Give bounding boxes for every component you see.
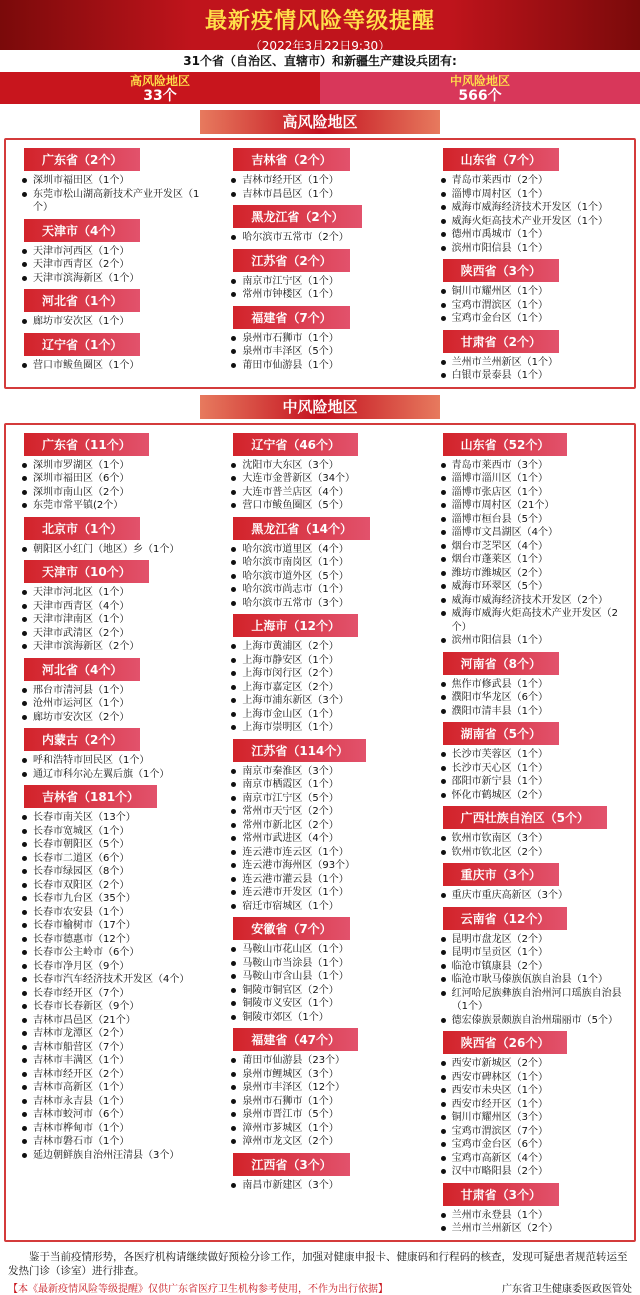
area-item: 吉林市船营区（7个）: [22, 1041, 211, 1055]
area-item: 威海火炬高技术产业开发区（1个）: [441, 215, 630, 229]
area-item: 天津市西青区（2个）: [22, 258, 211, 272]
area-item: 临沧市镇康县（2个）: [441, 960, 630, 974]
area-item: 兰州市兰州新区（1个）: [441, 356, 630, 370]
area-item: 南昌市新建区（3个）: [231, 1179, 420, 1193]
province-heading: 广西壮族自治区（5个）: [443, 806, 607, 829]
area-item: 铜陵市义安区（1个）: [231, 997, 420, 1011]
province-heading: 辽宁省（1个）: [24, 333, 140, 356]
area-item: 莆田市仙游县（1个）: [231, 359, 420, 373]
region-column: [215, 429, 424, 1236]
area-list: [219, 543, 420, 611]
province-heading: 湖南省（5个）: [443, 722, 559, 745]
area-list: [10, 359, 211, 373]
area-item: 威海市威海火炬高技术产业开发区（2个）: [441, 607, 630, 634]
page-title: 最新疫情风险等级提醒: [204, 9, 435, 34]
area-item: 青岛市莱西市（3个）: [441, 459, 630, 473]
area-item: 朝阳区小红门（地区）乡（1个）: [22, 543, 211, 557]
mid-risk-panel: [4, 423, 636, 1242]
area-item: 泉州市丰泽区（5个）: [231, 345, 420, 359]
area-item: 大连市普兰店区（4个）: [231, 486, 420, 500]
area-item: 上海市静安区（1个）: [231, 654, 420, 668]
footer-warning: 【本《最新疫情风险等级提醒》仅供广东省医疗卫生机构参考使用，不作为出行依据】: [8, 1283, 388, 1295]
area-list: [429, 678, 630, 719]
area-list: [219, 765, 420, 914]
area-item: 深圳市福田区（6个）: [22, 472, 211, 486]
area-item: 吉林市蛟河市（6个）: [22, 1108, 211, 1122]
province-heading: 山东省（7个）: [443, 148, 559, 171]
province-heading: 江苏省（2个）: [233, 249, 349, 272]
area-item: 临沧市耿马傣族佤族自治县（1个）: [441, 973, 630, 987]
region-column: [6, 429, 215, 1236]
area-item: 天津市河北区（1个）: [22, 586, 211, 600]
area-list: [10, 811, 211, 1162]
area-item: 常州市钟楼区（1个）: [231, 288, 420, 302]
area-item: 常州市武进区（4个）: [231, 832, 420, 846]
mid-risk-columns: [6, 429, 634, 1236]
area-item: 吉林市磐石市（1个）: [22, 1135, 211, 1149]
province-heading: 内蒙古（2个）: [24, 728, 140, 751]
province-heading: 河南省（8个）: [443, 652, 559, 675]
area-item: 深圳市罗湖区（1个）: [22, 459, 211, 473]
header: [0, 0, 640, 53]
area-item: 通辽市科尔沁左翼后旗（1个）: [22, 768, 211, 782]
subtitle: 31个省（自治区、直辖市）和新疆生产建设兵团有:: [183, 54, 457, 68]
mid-risk-label: 中风险地区: [449, 74, 510, 88]
area-item: 长春市德惠市（12个）: [22, 933, 211, 947]
area-item: 上海市崇明区（1个）: [231, 721, 420, 735]
area-item: 廊坊市安次区（2个）: [22, 711, 211, 725]
area-list: [10, 459, 211, 513]
area-list: [429, 174, 630, 255]
province-heading: 山东省（52个）: [443, 433, 568, 456]
area-list: [10, 684, 211, 725]
area-item: 长春市净月区（9个）: [22, 960, 211, 974]
mid-risk-banner: 中风险地区: [200, 395, 440, 419]
area-list: [10, 543, 211, 557]
area-list: [429, 1209, 630, 1236]
area-item: 上海市闵行区（2个）: [231, 667, 420, 681]
area-list: [219, 943, 420, 1024]
area-item: 南京市江宁区（5个）: [231, 792, 420, 806]
high-risk-panel: [4, 138, 636, 389]
province-heading: 上海市（12个）: [233, 614, 358, 637]
area-item: 长春市九台区（35个）: [22, 892, 211, 906]
area-item: 德宏傣族景颇族自治州瑞丽市（5个）: [441, 1014, 630, 1028]
area-item: 吉林市高新区（1个）: [22, 1081, 211, 1095]
area-item: 昆明市盘龙区（2个）: [441, 933, 630, 947]
province-heading: 陕西省（3个）: [443, 259, 559, 282]
province-heading: 黑龙江省（2个）: [233, 205, 361, 228]
area-item: 吉林市龙潭区（2个）: [22, 1027, 211, 1041]
area-item: 兰州市兰州新区（2个）: [441, 1222, 630, 1236]
area-item: 青岛市莱西市（2个）: [441, 174, 630, 188]
area-list: [429, 1057, 630, 1179]
area-item: 怀化市鹤城区（2个）: [441, 789, 630, 803]
area-item: 威海市威海经济技术开发区（2个）: [441, 594, 630, 608]
area-item: 廊坊市安次区（1个）: [22, 315, 211, 329]
area-item: 哈尔滨市道外区（5个）: [231, 570, 420, 584]
area-list: [219, 275, 420, 302]
province-heading: 甘肃省（2个）: [443, 330, 559, 353]
area-item: 吉林市永吉县（1个）: [22, 1095, 211, 1109]
area-item: 濮阳市华龙区（6个）: [441, 691, 630, 705]
area-item: 宝鸡市金台区（6个）: [441, 1138, 630, 1152]
area-item: 长春市经开区（7个）: [22, 987, 211, 1001]
area-item: 濮阳市清丰县（1个）: [441, 705, 630, 719]
province-heading: 辽宁省（46个）: [233, 433, 358, 456]
area-item: 铜陵市郊区（1个）: [231, 1011, 420, 1025]
area-list: [429, 285, 630, 326]
area-item: 铜川市耀州区（1个）: [441, 285, 630, 299]
update-time: （2022年3月22日9:30）: [249, 39, 391, 53]
area-item: 滨州市阳信县（1个）: [441, 634, 630, 648]
area-item: 漳州市芗城区（1个）: [231, 1122, 420, 1136]
area-item: 深圳市南山区（2个）: [22, 486, 211, 500]
area-item: 长春市汽车经济技术开发区（4个）: [22, 973, 211, 987]
area-item: 常州市新北区（2个）: [231, 819, 420, 833]
area-item: 天津市河西区（1个）: [22, 245, 211, 259]
province-heading: 黑龙江省（14个）: [233, 517, 370, 540]
area-item: 营口市鲅鱼圈区（5个）: [231, 499, 420, 513]
area-item: 威海市环翠区（5个）: [441, 580, 630, 594]
area-item: 营口市鲅鱼圈区（1个）: [22, 359, 211, 373]
area-item: 上海市黄浦区（2个）: [231, 640, 420, 654]
area-item: 东莞市松山湖高新技术产业开发区（1个）: [22, 188, 211, 215]
province-heading: 重庆市（3个）: [443, 863, 559, 886]
area-item: 吉林市昌邑区（1个）: [231, 188, 420, 202]
province-heading: 福建省（47个）: [233, 1028, 358, 1051]
summary-bar: [0, 72, 640, 104]
area-item: 长春市二道区（6个）: [22, 852, 211, 866]
area-item: 淄博市桓台县（5个）: [441, 513, 630, 527]
area-item: 深圳市福田区（1个）: [22, 174, 211, 188]
area-item: 哈尔滨市尚志市（1个）: [231, 583, 420, 597]
area-item: 吉林市经开区（2个）: [22, 1068, 211, 1082]
area-item: 泉州市丰泽区（12个）: [231, 1081, 420, 1095]
area-item: 长春市农安县（1个）: [22, 906, 211, 920]
area-item: 宝鸡市渭滨区（1个）: [441, 299, 630, 313]
province-heading: 江苏省（114个）: [233, 739, 366, 762]
area-item: 长春市公主岭市（6个）: [22, 946, 211, 960]
area-item: 长沙市芙蓉区（1个）: [441, 748, 630, 762]
area-item: 淄博市文昌湖区（4个）: [441, 526, 630, 540]
area-item: 长春市榆树市（17个）: [22, 919, 211, 933]
area-list: [429, 748, 630, 802]
area-item: 长春市朝阳区（5个）: [22, 838, 211, 852]
area-item: 泉州市石狮市（1个）: [231, 332, 420, 346]
area-item: 吉林市昌邑区（21个）: [22, 1014, 211, 1028]
province-heading: 甘肃省（3个）: [443, 1183, 559, 1206]
area-item: 连云港市灌云县（1个）: [231, 873, 420, 887]
area-item: 上海市金山区（1个）: [231, 708, 420, 722]
area-item: 长春市南关区（13个）: [22, 811, 211, 825]
area-item: 泉州市石狮市（1个）: [231, 1095, 420, 1109]
area-item: 焦作市修武县（1个）: [441, 678, 630, 692]
area-item: 上海市浦东新区（3个）: [231, 694, 420, 708]
area-item: 长春市双阳区（2个）: [22, 879, 211, 893]
area-list: [219, 231, 420, 245]
area-item: 南京市江宁区（1个）: [231, 275, 420, 289]
area-item: 南京市栖霞区（1个）: [231, 778, 420, 792]
area-item: 马鞍山市含山县（1个）: [231, 970, 420, 984]
notice-text: 鉴于当前疫情形势，各医疗机构请继续做好预检分诊工作，加强对健康申报卡、健康码和行程码的核查，发现可疑患者规范转运至发热门诊（诊室）进行排查。: [8, 1250, 628, 1277]
province-heading: 广东省（2个）: [24, 148, 140, 171]
area-item: 兰州市永登县（1个）: [441, 1209, 630, 1223]
area-item: 铜陵市铜官区（2个）: [231, 984, 420, 998]
area-list: [219, 640, 420, 735]
area-list: [429, 832, 630, 859]
area-list: [10, 315, 211, 329]
region-column: [6, 144, 215, 383]
footer: [8, 1280, 632, 1295]
province-heading: 北京市（1个）: [24, 517, 140, 540]
province-heading: 福建省（7个）: [233, 306, 349, 329]
area-item: 连云港市海州区（93个）: [231, 859, 420, 873]
area-item: 延边朝鲜族自治州汪清县（3个）: [22, 1149, 211, 1163]
area-item: 潍坊市潍城区（2个）: [441, 567, 630, 581]
area-list: [429, 356, 630, 383]
area-list: [219, 1179, 420, 1193]
area-item: 淄博市周村区（1个）: [441, 188, 630, 202]
area-item: 天津市滨海新区（2个）: [22, 640, 211, 654]
area-item: 淄博市淄川区（1个）: [441, 472, 630, 486]
area-list: [10, 174, 211, 215]
province-heading: 河北省（4个）: [24, 658, 140, 681]
area-item: 铜川市耀州区（3个）: [441, 1111, 630, 1125]
area-item: 西安市新城区（2个）: [441, 1057, 630, 1071]
area-item: 钦州市钦南区（3个）: [441, 832, 630, 846]
area-item: 东莞市常平镇(2个）: [22, 499, 211, 513]
area-item: 长春市宽城区（1个）: [22, 825, 211, 839]
area-item: 呼和浩特市回民区（1个）: [22, 754, 211, 768]
area-item: 沧州市运河区（1个）: [22, 697, 211, 711]
area-item: 淄博市周村区（21个）: [441, 499, 630, 513]
area-list: [219, 332, 420, 373]
area-item: 连云港市开发区（1个）: [231, 886, 420, 900]
province-heading: 陕西省（26个）: [443, 1031, 568, 1054]
area-item: 汉中市略阳县（2个）: [441, 1165, 630, 1179]
area-item: 淄博市张店区（1个）: [441, 486, 630, 500]
area-list: [219, 174, 420, 201]
area-item: 马鞍山市花山区（1个）: [231, 943, 420, 957]
area-item: 威海市威海经济技术开发区（1个）: [441, 201, 630, 215]
area-item: 沈阳市大东区（3个）: [231, 459, 420, 473]
area-item: 马鞍山市当涂县（1个）: [231, 957, 420, 971]
area-item: 宿迁市宿城区（1个）: [231, 900, 420, 914]
area-item: 烟台市芝罘区（4个）: [441, 540, 630, 554]
region-column: [425, 429, 634, 1236]
province-heading: 吉林省（2个）: [233, 148, 349, 171]
area-item: 邢台市清河县（1个）: [22, 684, 211, 698]
province-heading: 河北省（1个）: [24, 289, 140, 312]
area-item: 天津市武清区（2个）: [22, 627, 211, 641]
area-item: 钦州市钦北区（2个）: [441, 846, 630, 860]
area-item: 宝鸡市高新区（4个）: [441, 1152, 630, 1166]
high-risk-summary: [0, 72, 320, 104]
province-heading: 广东省（11个）: [24, 433, 149, 456]
area-item: 上海市嘉定区（2个）: [231, 681, 420, 695]
area-item: 昆明市呈贡区（1个）: [441, 946, 630, 960]
area-item: 常州市天宁区（2个）: [231, 805, 420, 819]
area-list: [219, 459, 420, 513]
high-risk-banner: 高风险地区: [200, 110, 440, 134]
area-item: 哈尔滨市南岗区（1个）: [231, 556, 420, 570]
region-column: [215, 144, 424, 383]
area-item: 重庆市重庆高新区（3个）: [441, 889, 630, 903]
area-item: 南京市秦淮区（3个）: [231, 765, 420, 779]
area-item: 长春市绿园区（8个）: [22, 865, 211, 879]
area-item: 泉州市晋江市（5个）: [231, 1108, 420, 1122]
area-list: [10, 586, 211, 654]
area-list: [10, 245, 211, 286]
high-risk-columns: [6, 144, 634, 383]
area-item: 吉林市经开区（1个）: [231, 174, 420, 188]
area-item: 烟台市蓬莱区（1个）: [441, 553, 630, 567]
province-heading: 安徽省（7个）: [233, 917, 349, 940]
mid-risk-count: 566个: [458, 88, 502, 104]
province-heading: 天津市（4个）: [24, 219, 140, 242]
area-item: 天津市津南区（1个）: [22, 613, 211, 627]
high-risk-count: 33个: [143, 88, 177, 104]
area-list: [219, 1054, 420, 1149]
area-list: [10, 754, 211, 781]
area-item: 宝鸡市渭滨区（7个）: [441, 1125, 630, 1139]
mid-risk-summary: [320, 72, 640, 104]
area-item: 大连市金普新区（34个）: [231, 472, 420, 486]
area-item: 西安市碑林区（1个）: [441, 1071, 630, 1085]
area-item: 连云港市连云区（1个）: [231, 846, 420, 860]
area-item: 滨州市阳信县（1个）: [441, 242, 630, 256]
area-item: 西安市未央区（1个）: [441, 1084, 630, 1098]
area-item: 莆田市仙游县（23个）: [231, 1054, 420, 1068]
area-item: 邵阳市新宁县（1个）: [441, 775, 630, 789]
province-heading: 江西省（3个）: [233, 1153, 349, 1176]
area-item: 白银市景泰县（1个）: [441, 369, 630, 383]
area-item: 漳州市龙文区（2个）: [231, 1135, 420, 1149]
high-risk-label: 高风险地区: [129, 74, 190, 88]
area-item: 哈尔滨市五常市（2个）: [231, 231, 420, 245]
area-item: 哈尔滨市五常市（3个）: [231, 597, 420, 611]
area-item: 宝鸡市金台区（1个）: [441, 312, 630, 326]
area-item: 红河哈尼族彝族自治州河口瑶族自治县（1个）: [441, 987, 630, 1014]
area-item: 泉州市鲤城区（3个）: [231, 1068, 420, 1082]
area-list: [429, 889, 630, 903]
footer-source: 广东省卫生健康委医政医管处: [502, 1283, 632, 1295]
area-list: [429, 459, 630, 648]
province-heading: 吉林省（181个）: [24, 785, 157, 808]
area-item: 吉林市丰满区（1个）: [22, 1054, 211, 1068]
province-heading: 云南省（12个）: [443, 907, 568, 930]
area-item: 西安市经开区（1个）: [441, 1098, 630, 1112]
area-list: [429, 933, 630, 1028]
area-item: 天津市西青区（4个）: [22, 600, 211, 614]
area-item: 哈尔滨市道里区（4个）: [231, 543, 420, 557]
area-item: 长春市长春新区（9个）: [22, 1000, 211, 1014]
area-item: 长沙市天心区（1个）: [441, 762, 630, 776]
province-heading: 天津市（10个）: [24, 560, 149, 583]
area-item: 德州市禹城市（1个）: [441, 228, 630, 242]
area-item: 天津市滨海新区（1个）: [22, 272, 211, 286]
region-column: [425, 144, 634, 383]
area-item: 吉林市桦甸市（1个）: [22, 1122, 211, 1136]
